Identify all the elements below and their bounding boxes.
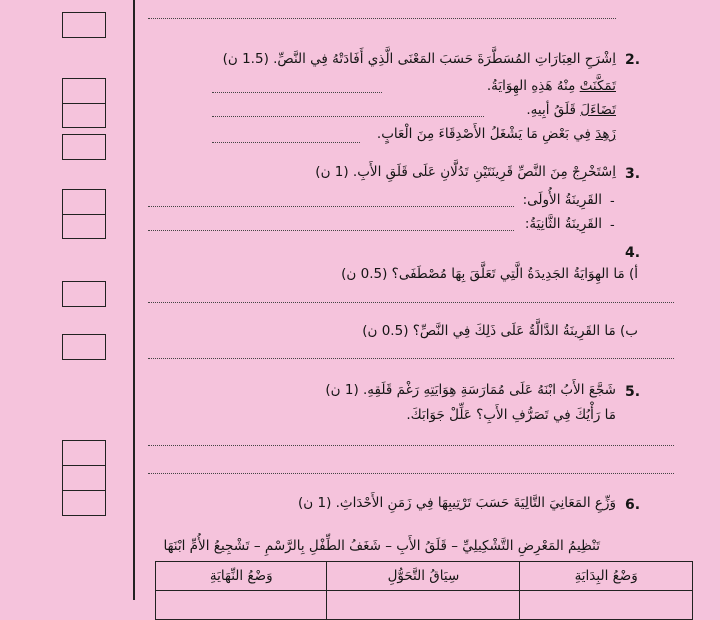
- q3-item-2: القَرِينَةُ الثَّانِيَةُ:: [524, 216, 602, 232]
- q2-line-2-rest: قَلَقُ أبِيهِ.: [526, 102, 581, 118]
- margin-line: [133, 0, 135, 600]
- header-ending: وَضْعُ النِّهَايَةِ: [156, 562, 327, 591]
- answer-line-q3-1[interactable]: [148, 206, 514, 207]
- cell-beginning[interactable]: [520, 591, 693, 620]
- q2-line-3-rest: فِي بَعْضِ مَا يَشْغَلُ الأَصْدِقَاءَ مِنَ الْعَابٍ.: [376, 126, 596, 142]
- cell-ending[interactable]: [156, 591, 327, 620]
- events-table: [155, 561, 693, 620]
- q2-line-3-underlined: زَهِدَ: [595, 126, 616, 142]
- events-table-answer-row[interactable]: [156, 591, 693, 620]
- q2-line-1: [487, 78, 616, 94]
- answer-line-q2-3[interactable]: [212, 142, 360, 143]
- answer-line-q1[interactable]: [148, 18, 616, 19]
- q4-number: 4.: [625, 245, 641, 261]
- answer-line-q4a[interactable]: [148, 302, 674, 303]
- score-box-q1[interactable]: [62, 12, 106, 38]
- answer-line-q4b[interactable]: [148, 358, 674, 359]
- q2-number: 2.: [625, 52, 641, 68]
- q5-prompt: شَجَّعَ الأَبُ ابْنَهُ عَلَى مُمَارَسَةِ هِوَايَتِهِ رَغْمَ قَلَقِهِ. (1 ن): [325, 382, 616, 398]
- q3-number: 3.: [625, 166, 641, 182]
- answer-line-q5-1[interactable]: [148, 445, 674, 446]
- q3-prompt: اِسْتَخْرِجْ مِنَ النَّصِّ قَرِينَتَيْنِ تَدُلَّانِ عَلَى قَلَقِ الأَبِ. (1 ن): [315, 164, 616, 180]
- q3-bullet-2: -: [610, 218, 615, 233]
- score-box-q4b[interactable]: [62, 334, 106, 360]
- q5-sub: مَا رَأْيُكَ فِي تَصَرُّفِ الأَبِ؟ عَلِّلْ جَوَابَكَ.: [406, 407, 616, 423]
- q2-line-1-underlined: تَمَكَّنَتْ: [579, 78, 616, 94]
- score-box-q4a[interactable]: [62, 281, 106, 307]
- score-box-q2a[interactable]: [62, 78, 106, 128]
- header-transition: سِيَاقُ التَّحَوُّلِ: [327, 562, 520, 591]
- score-box-q3[interactable]: [62, 189, 106, 239]
- score-box-q5[interactable]: [62, 440, 106, 516]
- cell-transition[interactable]: [327, 591, 520, 620]
- q2-line-3: [377, 126, 616, 142]
- q2-prompt: اِشْرَحِ العِبَارَاتِ المُسَطَّرَةَ حَسَبَ المَعْنَى الَّذِي أَفَادَتْهُ فِي النَّصِّ. (1.5 ن): [222, 51, 616, 67]
- q2-line-1-rest: مِنْهُ هَذِهِ الهِوَايَةُ.: [486, 78, 580, 94]
- q6-prompt: وَزِّعِ المَعَانِيَ التَّالِيَةَ حَسَبَ تَرْتِيبِهَا فِي زَمَنِ الأَحْدَاثِ. (1 ن): [297, 495, 616, 511]
- answer-line-q5-2[interactable]: [148, 473, 674, 474]
- q3-item-1: القَرِينَةُ الأُولَى:: [522, 192, 602, 208]
- q6-events-list: تَنْظِيمُ المَعْرِضِ التَّشْكِيلِيِّ – قَلَقُ الأَبِ – شَغَفُ الطِّفْلِ بِالرَّسْمِ – تَشْجِيعُ الأُمِّ ابْنَهَا: [163, 538, 600, 554]
- q4-a-prompt: أ) مَا الهِوَايَةُ الجَدِيدَةُ الَّتِي تَعَلَّقَ بِهَا مُصْطَفَى؟ (0.5 ن): [341, 266, 638, 282]
- answer-line-q3-2[interactable]: [148, 230, 514, 231]
- q4-b-prompt: ب) مَا القَرِينَةُ الدَّالَّةُ عَلَى ذَلِكَ فِي النَّصِّ؟ (0.5 ن): [362, 323, 638, 339]
- q3-bullet-1: -: [610, 194, 615, 209]
- header-beginning: وَضْعُ البِدَايَةِ: [520, 562, 693, 591]
- score-box-q2b[interactable]: [62, 134, 106, 160]
- q2-line-2: [526, 102, 616, 118]
- q2-line-2-underlined: تَضَاءَلَ: [580, 102, 616, 118]
- q6-number: 6.: [625, 497, 641, 513]
- answer-line-q2-1[interactable]: [212, 92, 382, 93]
- answer-line-q2-2[interactable]: [212, 116, 484, 117]
- events-table-header-row: [156, 562, 693, 591]
- q5-number: 5.: [625, 384, 641, 400]
